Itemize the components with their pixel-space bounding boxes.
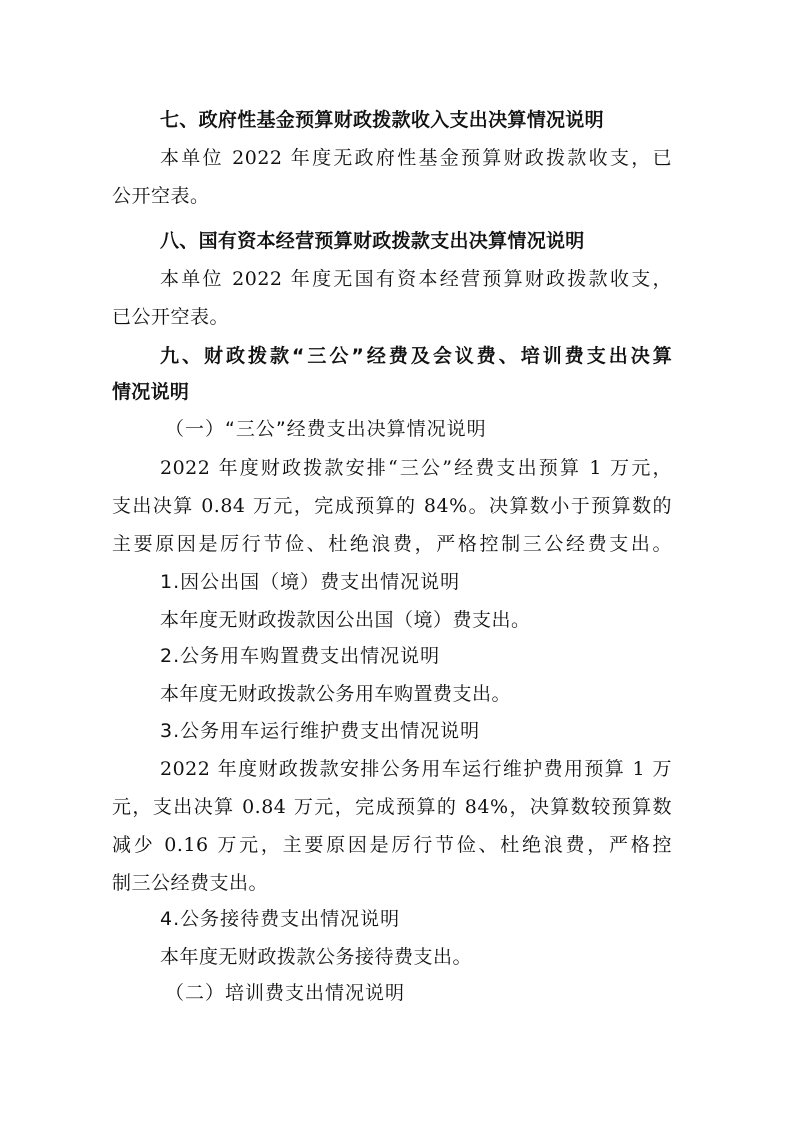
section7-body-line1: 本单位 2022 年度无政府性基金预算财政拨款收支，已 xyxy=(160,147,672,169)
item3-body-line4: 制三公经费支出。 xyxy=(112,872,269,894)
section8-heading: 八、国有资本经营预算财政拨款支出决算情况说明 xyxy=(160,230,585,252)
section9-heading-line1: 九、财政拨款“三公”经费及会议费、培训费支出决算 xyxy=(160,345,672,367)
item1-body: 本年度无财政拨款因公出国（境）费支出。 xyxy=(160,609,531,631)
section8-body-line1: 本单位 2022 年度无国有资本经营预算财政拨款收支， xyxy=(160,268,672,290)
item3-heading: 3.公务用车运行维护费支出情况说明 xyxy=(160,720,481,742)
item3-body-line3: 减少 0.16 万元，主要原因是厉行节俭、杜绝浪费，严格控 xyxy=(112,834,672,856)
item3-body-line2: 元，支出决算 0.84 万元，完成预算的 84%，决算数较预算数 xyxy=(112,796,672,818)
item2-body: 本年度无财政拨款公务用车购置费支出。 xyxy=(160,683,512,705)
item1-heading: 1.因公出国（境）费支出情况说明 xyxy=(160,571,461,593)
section7-heading: 七、政府性基金预算财政拨款收入支出决算情况说明 xyxy=(160,109,604,131)
section8-body-line2: 已公开空表。 xyxy=(112,306,230,328)
item4-body: 本年度无财政拨款公务接待费支出。 xyxy=(160,946,473,968)
sub1-body-line3: 主要原因是厉行节俭、杜绝浪费，严格控制三公经费支出。 xyxy=(112,533,672,555)
sub2-heading: （二）培训费支出情况说明 xyxy=(165,982,406,1004)
section7-body-line2: 公开空表。 xyxy=(112,185,210,207)
sub1-body-line2: 支出决算 0.84 万元，完成预算的 84%。决算数小于预算数的 xyxy=(112,495,672,517)
section9-heading-line2: 情况说明 xyxy=(112,381,190,403)
sub1-heading: （一）“三公”经费支出决算情况说明 xyxy=(165,418,487,440)
item4-heading: 4.公务接待费支出情况说明 xyxy=(160,908,401,930)
sub1-body-line1: 2022 年度财政拨款安排“三公”经费支出预算 1 万元， xyxy=(160,457,672,479)
item3-body-line1: 2022 年度财政拨款安排公务用车运行维护费用预算 1 万 xyxy=(160,758,672,780)
item2-heading: 2.公务用车购置费支出情况说明 xyxy=(160,645,441,667)
